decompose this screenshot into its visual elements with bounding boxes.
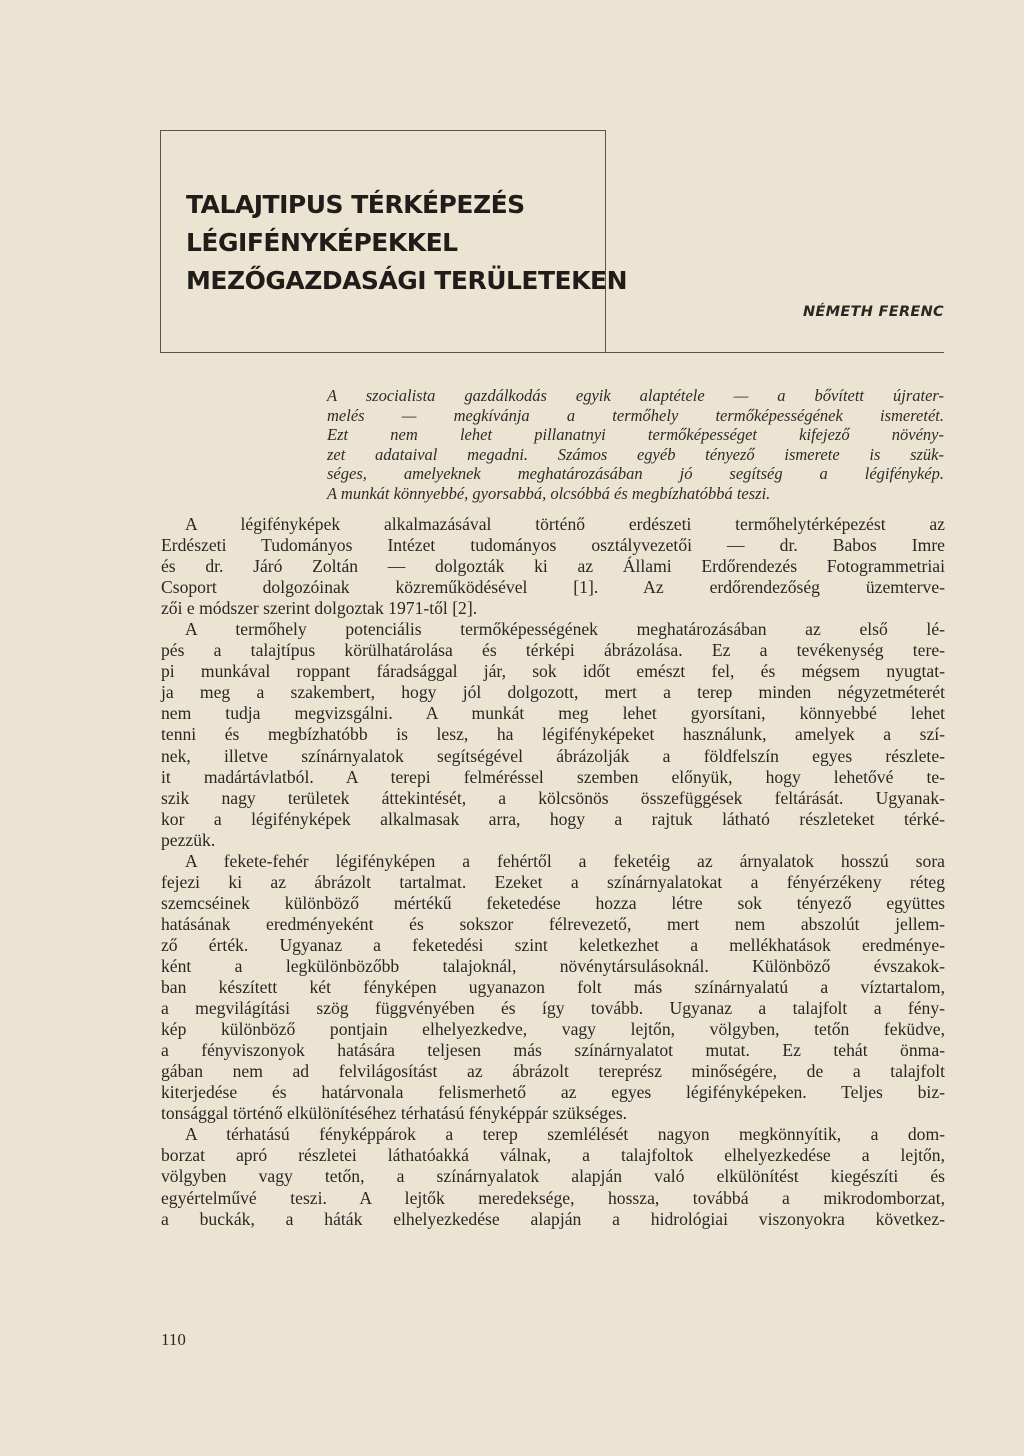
frame-bottom-rule <box>160 352 944 353</box>
body-line: ző érték. Ugyanaz a feketedési szint keletkezhet a mellékhatások eredménye- <box>161 934 945 955</box>
abstract-line: melés — megkívánja a termőhely termőképességének ismeretét. <box>327 405 944 425</box>
page-number: 110 <box>161 1330 186 1349</box>
title-line: TALAJTIPUS TÉRKÉPEZÉS <box>186 190 525 219</box>
body-line: borzat apró részletei láthatóakká válnak, a talajfoltok elhelyezkedése a lejtőn, <box>161 1145 945 1166</box>
body-line: völgyben vagy tetőn, a színárnyalatok alapján való elkülönítést kiegészíti és <box>161 1166 945 1187</box>
body-line: tonsággal történő elkülönítéséhez térhatású fényképpár szükséges. <box>161 1103 628 1124</box>
body-line: A térhatású fényképpárok a terep szemlélését nagyon megkönnyítik, a dom- <box>185 1124 945 1145</box>
author-name: NÉMETH FERENC <box>802 304 944 320</box>
article-title <box>186 186 628 300</box>
body-line: zői e módszer szerint dolgoztak 1971-től [2]. <box>161 598 478 619</box>
body-line: hatásának eredményeként és sokszor félrevezető, mert nem abszolút jellem- <box>161 913 945 934</box>
title-line: LÉGIFÉNYKÉPEKKEL <box>186 228 458 257</box>
body-line: a buckák, a háták elhelyezkedése alapján a hidrológiai viszonyokra következ- <box>161 1208 945 1229</box>
body-line: pezzük. <box>161 829 216 850</box>
body-line: ban készített két fényképen ugyanazon folt más színárnyalatú a víztartalom, <box>161 977 945 998</box>
body-line: kiterjedése és határvonala felismerhető az egyes légifényképeken. Teljes biz- <box>161 1082 945 1103</box>
abstract <box>327 386 944 504</box>
body-line: pi munkával roppant fáradsággal jár, sok időt emészt fel, és mégsem nyugtat- <box>161 661 945 682</box>
abstract-line: A szocialista gazdálkodás egyik alaptétele — a bővített újrater- <box>327 386 944 405</box>
abstract-line: Ezt nem lehet pillanatnyi termőképességet kifejező növény- <box>327 425 944 445</box>
body-line: a megvilágítási szög függvényében és így tovább. Ugyanaz a talajfolt a fény- <box>161 998 945 1019</box>
body-line: egyértelművé teszi. A lejtők meredeksége, hossza, továbbá a mikrodomborzat, <box>161 1187 945 1208</box>
frame-top-rule <box>160 130 606 131</box>
body-line: it madártávlatból. A terepi felméréssel szemben előnyük, hogy lehetővé te- <box>161 766 945 787</box>
body-line: Erdészeti Tudományos Intézet tudományos osztályvezetői — dr. Babos Imre <box>161 535 945 556</box>
body-line: tenni és megbízhatóbb is lesz, ha légifényképeket használunk, amelyek a szí- <box>161 724 945 745</box>
body-line: ja meg a szakembert, hogy jól dolgozott, mert a terep minden négyzetméterét <box>161 682 945 703</box>
body-line: Csoport dolgozóinak közreműködésével [1]. Az erdőrendezőség üzemterve- <box>161 577 945 598</box>
abstract-line: séges, amelyeknek meghatározásában jó segítség a légifénykép. <box>327 464 944 484</box>
body-line: és dr. Járó Zoltán — dolgozták ki az Állami Erdőrendezés Fotogrammetriai <box>161 556 945 577</box>
body-line: pés a talajtípus körülhatárolása és térképi ábrázolása. Ez a tevékenység tere- <box>161 640 945 661</box>
abstract-line: zet adataival megadni. Számos egyéb tényező ismerete is szük- <box>327 444 944 464</box>
body-line: fejezi ki az ábrázolt tartalmat. Ezeket a színárnyalatokat a fényérzékeny réteg <box>161 871 945 892</box>
frame-left-rule <box>160 130 161 352</box>
body-line: A légifényképek alkalmazásával történő erdészeti termőhelytérképezést az <box>185 514 945 534</box>
body-line: A fekete-fehér légifényképen a fehértől a feketéig az árnyalatok hosszú sora <box>185 850 945 871</box>
abstract-line: A munkát könnyebbé, gyorsabbá, olcsóbbá és megbízhatóbbá teszi. <box>327 483 771 503</box>
body-line: nem tudja megvizsgálni. A munkát meg lehet gyorsítani, könnyebbé lehet <box>161 703 945 724</box>
body-line: gában nem ad felvilágosítást az ábrázolt tereprész minőségére, de a talajfolt <box>161 1061 945 1082</box>
body-line: ként a legkülönbözőbb talajoknál, növénytársulásoknál. Különböző évszakok- <box>161 955 945 976</box>
body-text <box>161 514 945 1230</box>
title-line: MEZŐGAZDASÁGI TERÜLETEKEN <box>186 266 628 295</box>
body-line: szemcséinek különböző mértékű feketedése hozza létre sok tényező együttes <box>161 892 945 913</box>
body-line: A termőhely potenciális termőképességének meghatározásában az első lé- <box>185 619 945 640</box>
body-line: nek, illetve színárnyalatok segítségével ábrázolják a földfelszín egyes részlete- <box>161 745 945 766</box>
body-line: kor a légifényképek alkalmasak arra, hogy a rajtuk látható részleteket térké- <box>161 808 945 829</box>
body-line: a fényviszonyok hatására teljesen más színárnyalatot mutat. Ez tehát önma- <box>161 1040 945 1061</box>
body-line: szik nagy területek áttekintését, a kölcsönös összefüggések feltárását. Ugyanak- <box>161 787 945 808</box>
body-line: kép különböző pontjain elhelyezkedve, vagy lejtőn, völgyben, tetőn feküdve, <box>161 1019 945 1040</box>
